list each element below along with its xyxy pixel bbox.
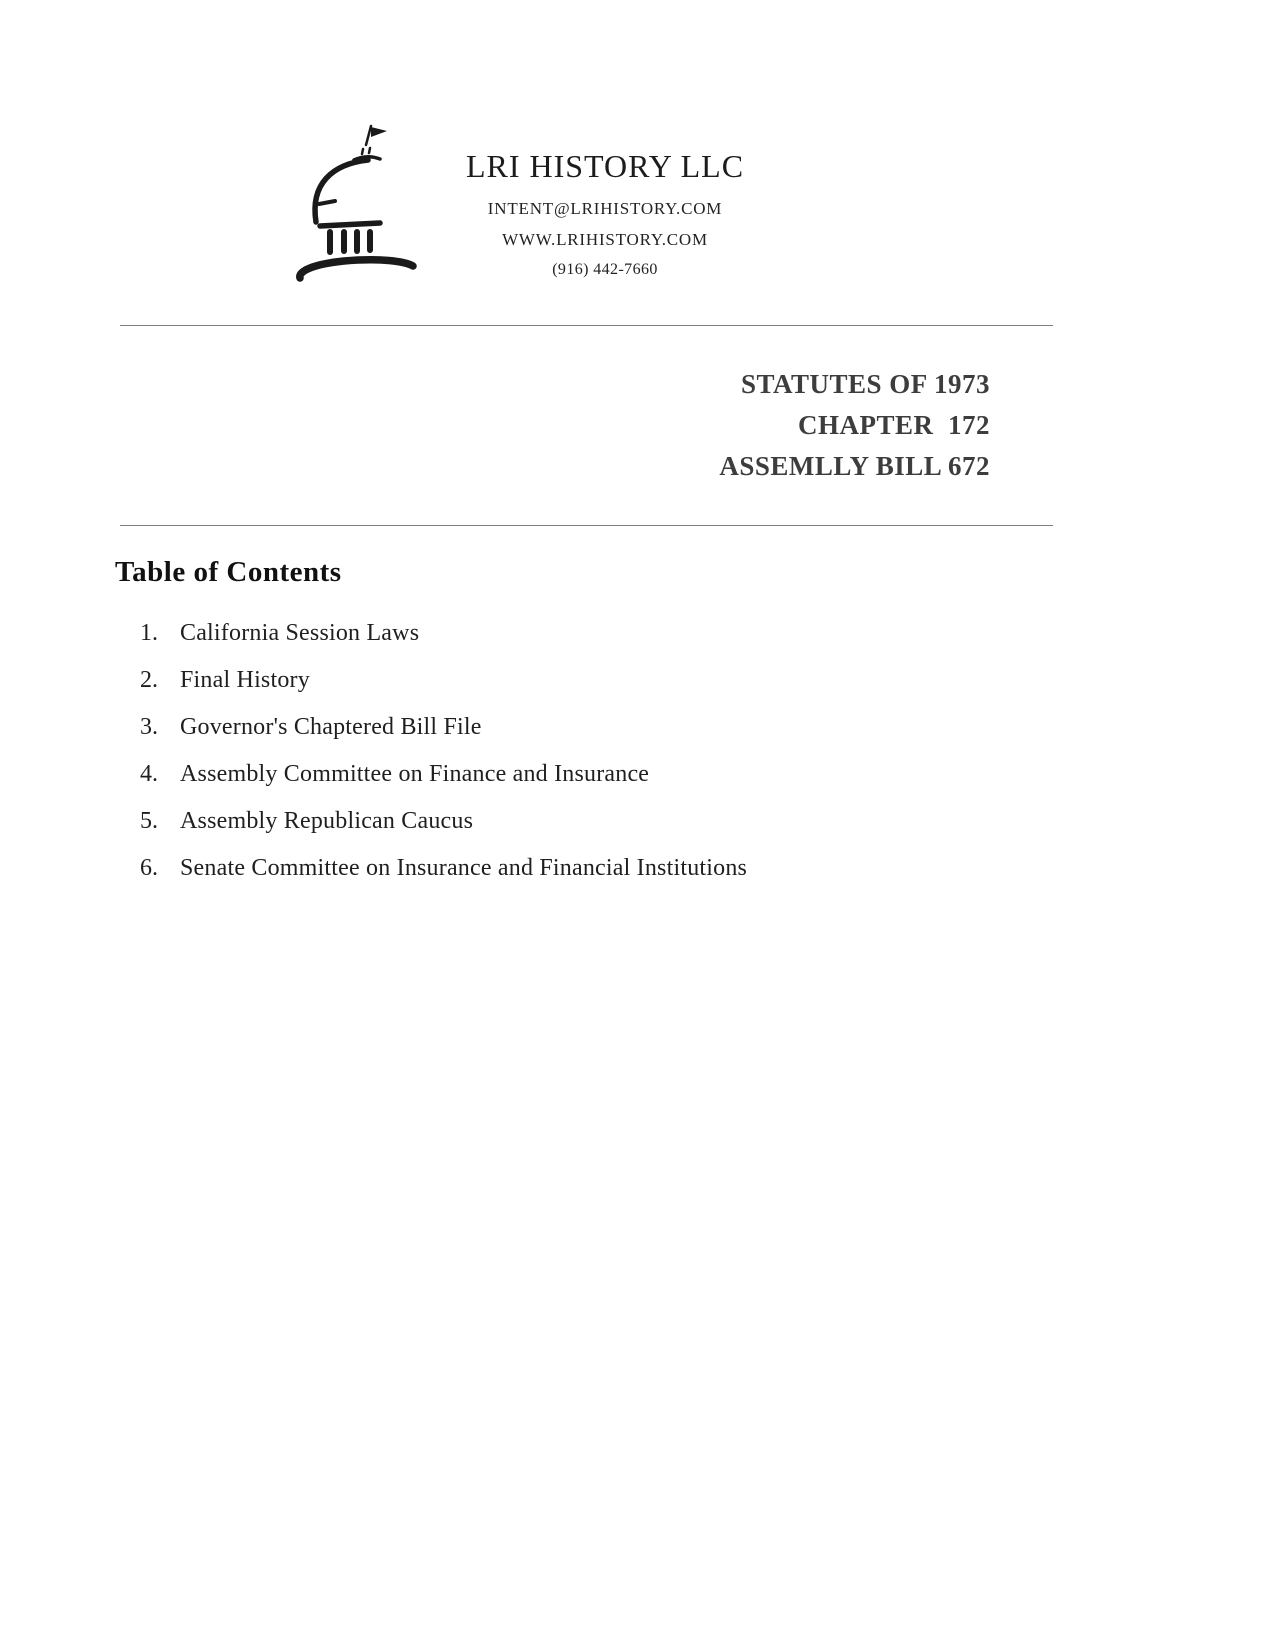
- company-header: [445, 148, 765, 279]
- toc-item: [140, 667, 1040, 714]
- toc-item: [140, 620, 1040, 667]
- toc-item-number: 3.: [140, 714, 158, 740]
- toc-item: [140, 761, 1040, 808]
- horizontal-rule-bottom: [120, 525, 1053, 526]
- toc-item: [140, 808, 1040, 855]
- capitol-building-icon: [292, 122, 442, 292]
- toc-item-label: Assembly Committee on Finance and Insurance: [180, 761, 650, 787]
- toc-item-label: Final History: [180, 667, 310, 693]
- statutes-line: STATUTES OF 1973: [740, 369, 990, 399]
- toc-item-label: Senate Committee on Insurance and Financial Institutions: [180, 855, 748, 881]
- company-website: WWW.LRIHISTORY.COM: [502, 230, 708, 249]
- toc-item-label: Assembly Republican Caucus: [180, 808, 474, 834]
- toc-item-number: 2.: [140, 667, 158, 693]
- horizontal-rule-top: [120, 325, 1053, 326]
- company-name: LRI HISTORY LLC: [465, 148, 745, 184]
- assembly-bill-line: ASSEMLLY BILL 672: [719, 451, 990, 481]
- toc-item-number: 5.: [140, 808, 158, 834]
- company-email: INTENT@LRIHISTORY.COM: [487, 199, 723, 218]
- statutes-title-block: [719, 364, 990, 487]
- toc-item-label: Governor's Chaptered Bill File: [180, 714, 482, 740]
- company-phone: (916) 442-7660: [552, 261, 658, 278]
- toc-item: [140, 714, 1040, 761]
- toc-item-number: 6.: [140, 855, 158, 881]
- toc-item: [140, 855, 1040, 902]
- toc-item-label: California Session Laws: [180, 620, 420, 646]
- toc-item-number: 4.: [140, 761, 158, 787]
- toc-heading: Table of Contents: [115, 556, 342, 588]
- toc-list: [140, 620, 1040, 902]
- chapter-line: CHAPTER 172: [797, 410, 990, 440]
- toc-item-number: 1.: [140, 620, 158, 646]
- company-logo: [292, 122, 442, 292]
